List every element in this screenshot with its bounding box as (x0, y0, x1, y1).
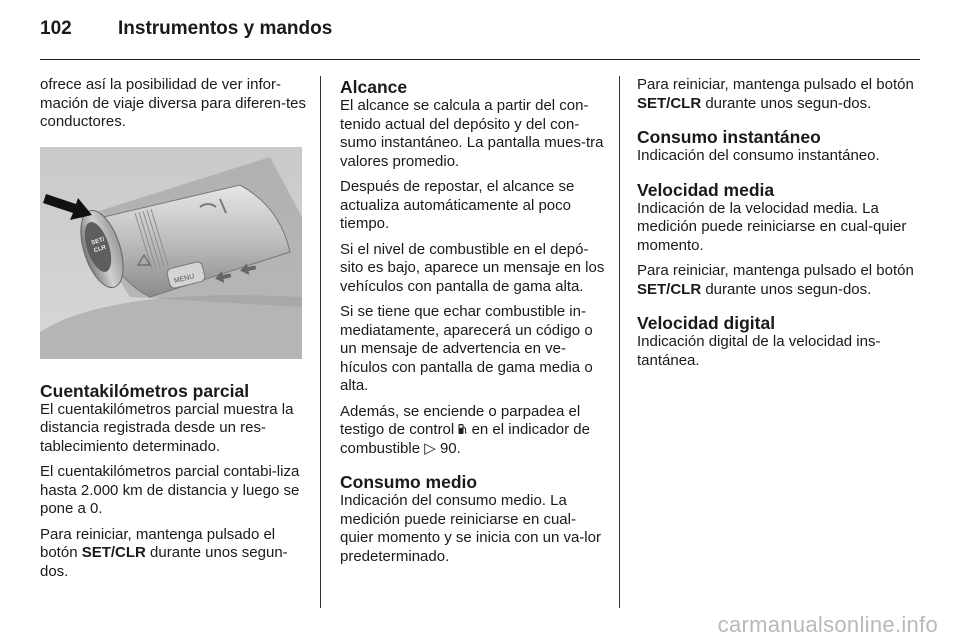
range-paragraph-1: El alcance se calcula a partir del con-tenido actual del depósito y del con-sumo instantáneo. La pantalla mues-tra valores promedio. (340, 97, 604, 170)
column-3 (637, 76, 917, 377)
trip-odometer-paragraph-2: El cuentakilómetros parcial contabi-liza hasta 2.000 km de distancia y luego se pone a 0. (40, 463, 300, 517)
average-consumption-paragraph: Indicación del consumo medio. La medición puede reiniciarse en cual-quier momento y se inicia con un va-lor predeterminado. (340, 492, 601, 565)
average-speed-paragraph-2: Para reiniciar, mantenga pulsado el botón SET/CLR durante unos segun-dos. (637, 262, 914, 298)
lever-label-clr: CLR (93, 244, 107, 254)
range-paragraph-3: Si el nivel de combustible en el depó-sito es bajo, aparece un mensaje en los vehículos con pantalla de gama alta. (340, 240, 605, 295)
reset-paragraph: Para reiniciar, mantenga pulsado el botón SET/CLR durante unos segun-dos. (637, 76, 914, 112)
range-paragraph-5: Además, se enciende o parpadea el testigo de control en el indicador de combustible ▷ 90. (340, 402, 590, 457)
header-divider (40, 59, 920, 60)
range-paragraph-4: Si se tiene que echar combustible in-mediatamente, aparecerá un código o un mensaje de advertencia en ve-hículos con pantalla de gama media o alta. (340, 303, 593, 394)
average-consumption-heading: Consumo medio (340, 472, 478, 492)
range-paragraph-2: Después de repostar, el alcance se actualiza automáticamente al poco tiempo. (340, 178, 575, 232)
stalk-illustration (40, 147, 302, 359)
range-heading: Alcance (340, 77, 408, 97)
trip-odometer-heading: Cuentakilómetros parcial (40, 380, 250, 401)
intro-paragraph: ofrece así la posibilidad de ver infor-mación de viaje diversa para diferen-tes conductores. (40, 76, 306, 130)
lever-label-set: SET/ (90, 236, 106, 247)
set-clr-button-ref: SET/CLR (81, 544, 146, 561)
menu-button-label: MENU (173, 272, 196, 285)
average-speed-paragraph-1: Indicación de la velocidad media. La medición puede reiniciarse en cual-quier momento. (637, 199, 907, 254)
chapter-title: Instrumentos y mandos (118, 18, 333, 39)
turn-signal-lever-image (40, 147, 302, 359)
average-speed-heading: Velocidad media (637, 179, 775, 200)
triangle-right-icon: ▷ (424, 439, 436, 457)
trip-odometer-paragraph-3: Para reiniciar, mantenga pulsado el botón SET/CLR durante unos segun-dos. (40, 525, 288, 580)
digital-speed-heading: Velocidad digital (637, 313, 776, 333)
column-divider-1 (320, 76, 321, 608)
watermark: carmanualsonline.info (717, 612, 938, 637)
column-divider-2 (619, 76, 620, 608)
set-clr-button-ref: SET/CLR (637, 94, 702, 112)
page-number: 102 (40, 18, 72, 39)
set-clr-button-ref: SET/CLR (637, 280, 702, 298)
instant-consumption-paragraph: Indicación del consumo instantáneo. (637, 147, 880, 164)
column-1 (40, 76, 308, 588)
trip-odometer-paragraph-1: El cuentakilómetros parcial muestra la distancia registrada desde un res-tablecimiento determinado. (40, 400, 294, 455)
digital-speed-paragraph: Indicación digital de la velocidad ins-tantánea. (637, 333, 881, 369)
instant-consumption-heading: Consumo instantáneo (637, 127, 821, 147)
column-2 (340, 77, 608, 573)
page-reference[interactable]: 90. (439, 439, 461, 457)
